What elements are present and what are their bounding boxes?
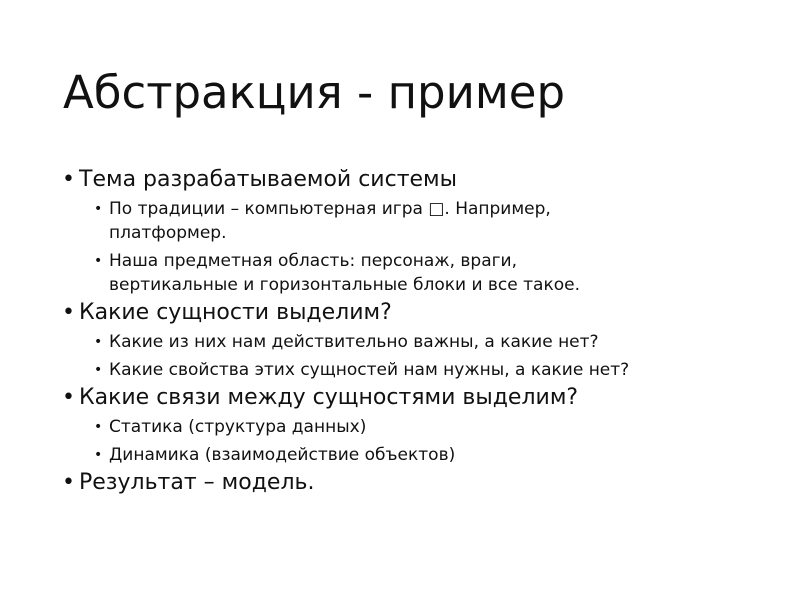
bullet-item bbox=[62, 469, 762, 497]
bullet-icon: • bbox=[94, 334, 103, 350]
bullet-icon: • bbox=[62, 167, 75, 192]
bullet-text: Тема разрабатываемой системы bbox=[79, 167, 458, 192]
sub-bullet-text-line: По традиции – компьютерная игра □. Например, bbox=[109, 199, 551, 219]
sub-bullet-item bbox=[94, 415, 762, 439]
sub-bullet-text-line: вертикальные и горизонтальные блоки и все такое. bbox=[109, 275, 580, 295]
sub-bullet-text-line: Какие свойства этих сущностей нам нужны, а какие нет? bbox=[109, 360, 630, 380]
bullet-icon: • bbox=[94, 201, 103, 217]
bullet-text: Результат – модель. bbox=[79, 470, 315, 495]
bullet-icon: • bbox=[62, 300, 75, 325]
bullet-text: Какие сущности выделим? bbox=[79, 300, 392, 325]
sub-bullet-item bbox=[94, 358, 762, 382]
sub-bullet-text-line: платформер. bbox=[109, 223, 227, 243]
bullet-icon: • bbox=[94, 362, 103, 378]
sub-bullet-text-line: Статика (структура данных) bbox=[109, 417, 367, 437]
bullet-icon: • bbox=[62, 470, 75, 495]
sub-bullet-text-line: Наша предметная область: персонаж, враги, bbox=[109, 251, 517, 271]
bullet-text: Какие связи между сущностями выделим? bbox=[79, 385, 579, 410]
bullet-item bbox=[62, 166, 762, 194]
bullet-icon: • bbox=[94, 253, 103, 269]
bullet-item bbox=[62, 384, 762, 412]
sub-bullet-item bbox=[94, 249, 762, 297]
sub-bullet-item bbox=[94, 197, 762, 245]
sub-bullet-item bbox=[94, 330, 762, 354]
slide-title: Абстракция - пример bbox=[63, 66, 566, 119]
bullet-item bbox=[62, 299, 762, 327]
sub-bullet-text-line: Какие из них нам действительно важны, а какие нет? bbox=[109, 332, 599, 352]
sub-bullet-text-line: Динамика (взаимодействие объектов) bbox=[109, 445, 456, 465]
bullet-list bbox=[62, 166, 762, 497]
sub-bullet-item bbox=[94, 443, 762, 467]
bullet-icon: • bbox=[94, 419, 103, 435]
bullet-icon: • bbox=[94, 447, 103, 463]
bullet-icon: • bbox=[62, 385, 75, 410]
